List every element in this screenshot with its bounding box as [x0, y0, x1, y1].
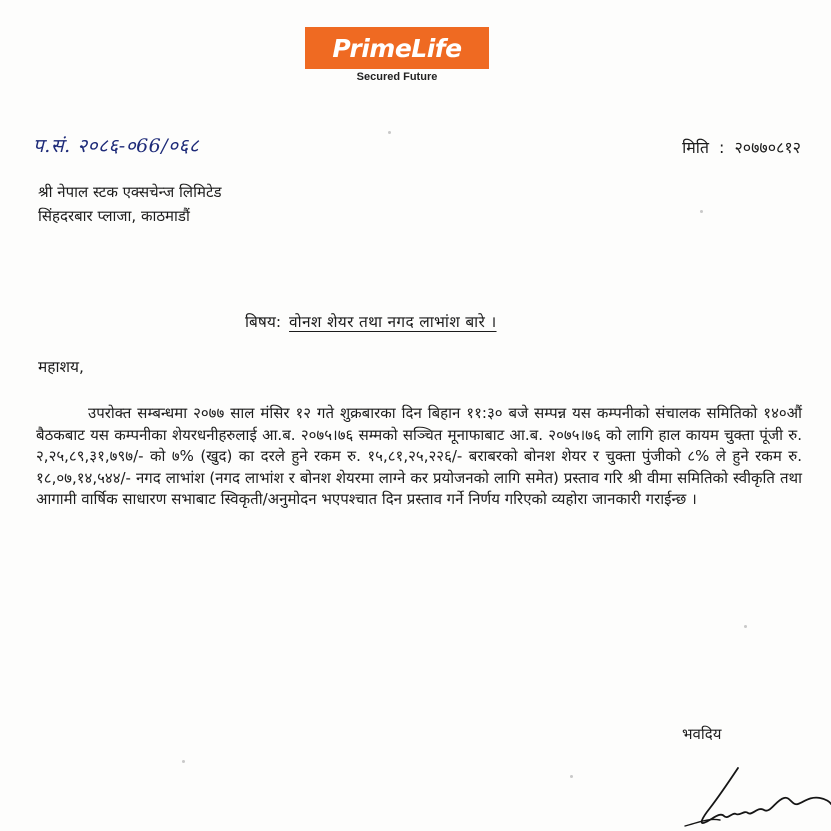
recipient-location: सिंहदरबार प्लाजा, काठमाडौं	[38, 207, 190, 225]
recipient-name: श्री नेपाल स्टक एक्सचेन्ज लिमिटेड	[38, 183, 222, 201]
company-logo	[305, 27, 489, 69]
scan-speck	[744, 625, 747, 628]
recipient-address	[38, 180, 222, 228]
date-separator: :	[719, 138, 725, 157]
date-label: मिति	[682, 138, 710, 157]
date-line	[682, 136, 801, 158]
reference-number: प.सं. २०८६-०66/०६८	[33, 135, 200, 157]
salutation: महाशय,	[38, 358, 84, 376]
subject-label: बिषय:	[245, 313, 282, 331]
signature-icon	[680, 760, 831, 831]
logo-brand-text: PrimeLife	[332, 33, 462, 63]
scan-speck	[182, 760, 185, 763]
scan-speck	[388, 131, 391, 134]
scan-speck	[700, 210, 703, 213]
body-paragraph: उपरोक्त सम्बन्धमा २०७७ साल मंसिर १२ गते शुक्रबारका दिन बिहान ११:३० बजे सम्पन्न यस कम्पनीको संचालक समितिको १४०औं बैठकबाट यस कम्पनीका शेयरधनीहरुलाई आ.ब. २०७५।७६ सम्मको सञ्चित मूनाफाबाट आ.ब. २०७५।७६ को लागि हाल कायम चुक्ता पूंजी रु. २,२५,८९,३१,७९७/- को ७% (खुद) का दरले हुने रकम रु. १५,८१,२५,२२६/- बराबरको बोनश शेयर र चुक्ता पुंजीको ८% ले हुने रकम रु. १८,०७,१४,५४४/- नगद लाभांश (नगद लाभांश र बोनश शेयरमा लाग्ने कर प्रयोजनको लागि समेत) प्रस्ताव गरि श्री वीमा समितिको स्वीकृति तथा आगामी वार्षिक साधारण सभाबाट स्विकृती/अनुमोदन भएपश्चात दिन प्रस्ताव गर्ने निर्णय गरिएको व्यहोरा जानकारी गराईन्छ ।	[36, 404, 802, 508]
logo-tagline: Secured Future	[356, 71, 438, 83]
date-value: २०७७०८१२	[734, 138, 801, 157]
scan-speck	[570, 775, 573, 778]
subject-line	[245, 310, 497, 332]
subject-text: वोनश शेयर तथा नगद लाभांश बारे ।	[289, 313, 497, 331]
closing: भवदिय	[682, 725, 722, 743]
